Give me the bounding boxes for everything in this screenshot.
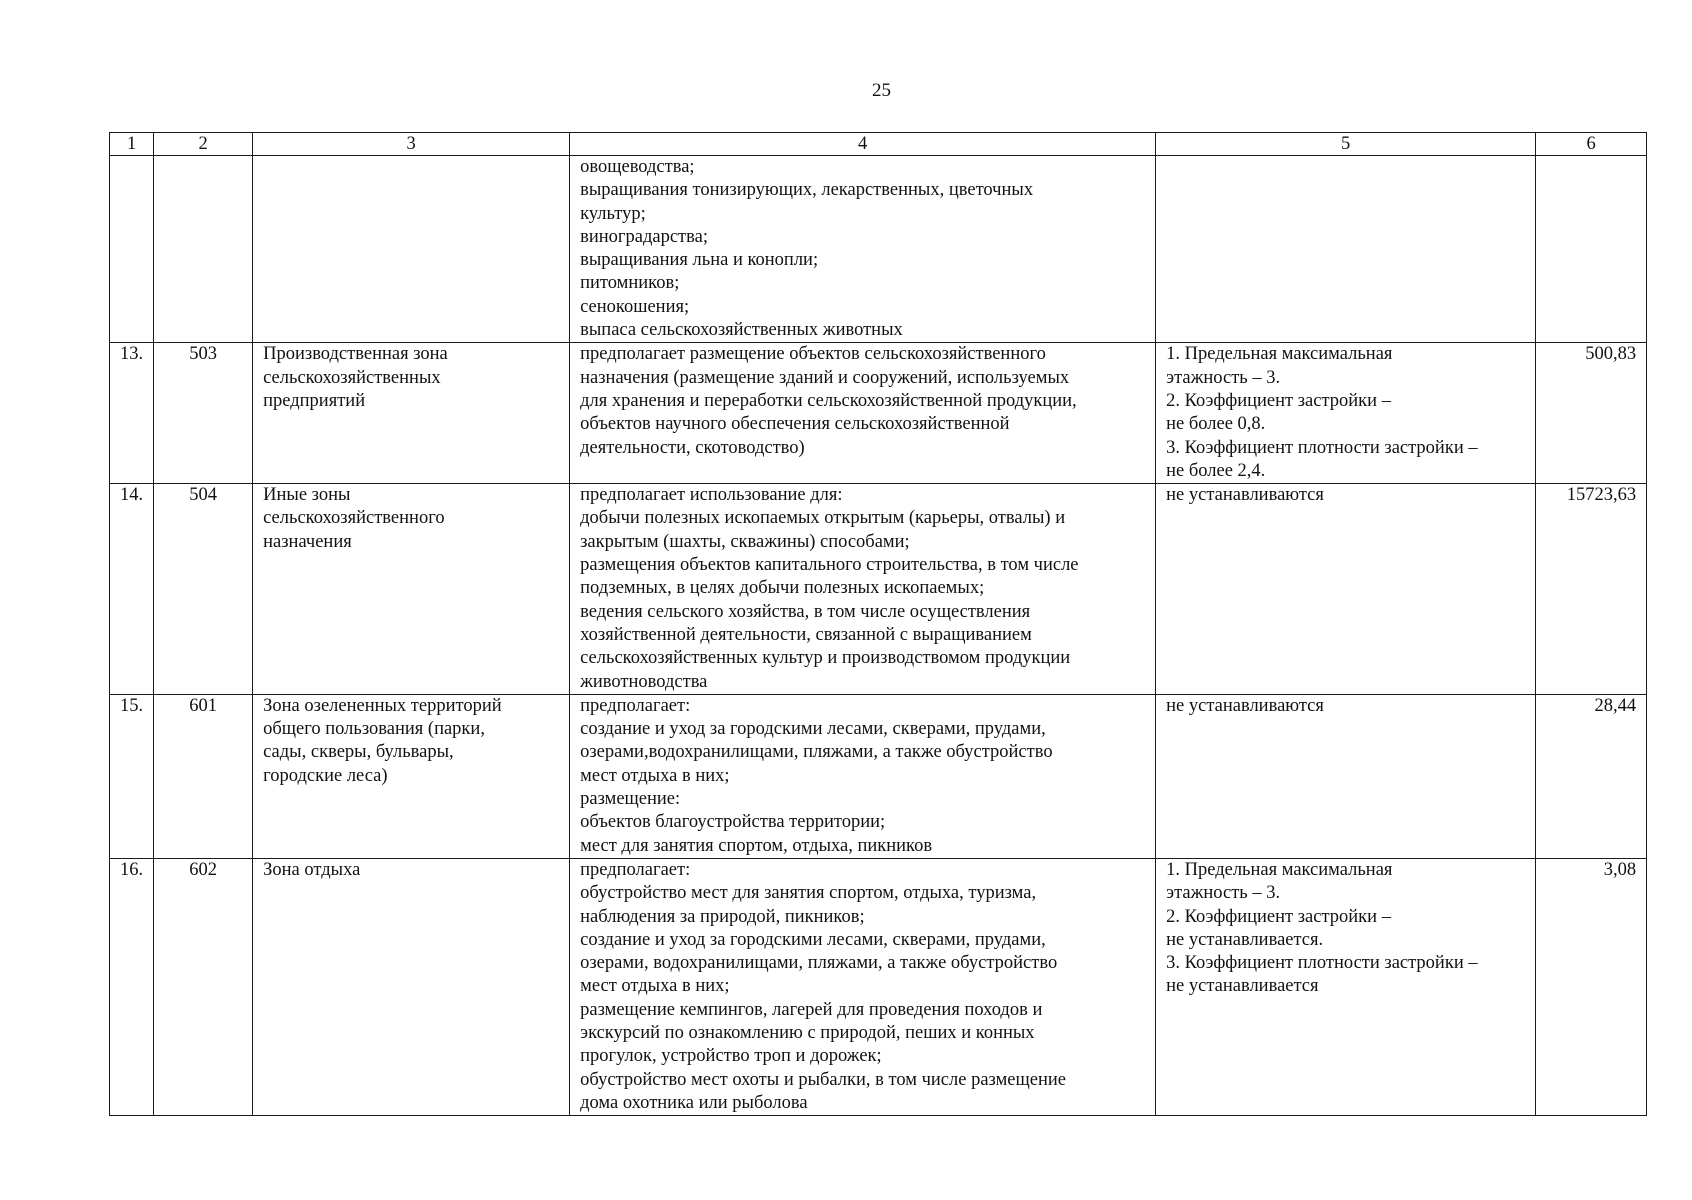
cell-line: овощеводства; bbox=[580, 157, 695, 177]
cell-line: не устанавливаются bbox=[1166, 485, 1324, 506]
cell-line: выращивания льна и конопли; bbox=[580, 250, 819, 271]
row-number-cell bbox=[110, 694, 154, 858]
cell-line: предполагает размещение объектов сельскохозяйственного bbox=[580, 344, 1046, 365]
column-header: 3 bbox=[253, 133, 570, 156]
cell-line: обустройство мест для занятия спортом, отдыха, туризма, bbox=[580, 883, 1037, 904]
cell-line: для хранения и переработки сельскохозяйственной продукции, bbox=[580, 390, 1077, 411]
cell-line: экскурсий по ознакомлению с природой, пеших и конных bbox=[580, 1022, 1035, 1043]
cell-text: 15723,63 bbox=[1566, 485, 1637, 506]
parameters-cell bbox=[1156, 484, 1536, 695]
zone-name-cell bbox=[253, 694, 570, 858]
cell-text: 602 bbox=[189, 859, 217, 880]
cell-line: Зона отдыха bbox=[263, 859, 361, 880]
cell-line: сельскохозяйственных культур и производствомом продукции bbox=[580, 648, 1071, 669]
zone-code-cell bbox=[154, 484, 253, 695]
cell-text: 3,08 bbox=[1603, 859, 1637, 880]
zone-code-cell bbox=[154, 694, 253, 858]
cell-line: закрытым (шахты, скважины) способами; bbox=[580, 531, 910, 552]
cell-line: мест отдыха в них; bbox=[580, 765, 730, 786]
cell-line: озерами, водохранилищами, пляжами, а также обустройство bbox=[580, 953, 1058, 974]
permitted-uses-cell bbox=[570, 343, 1156, 484]
cell-line: 2. Коэффициент застройки – bbox=[1166, 390, 1391, 411]
cell-line: ведения сельского хозяйства, в том числе осуществления bbox=[580, 601, 1031, 622]
cell-line: не устанавливается bbox=[1166, 976, 1319, 997]
cell-text: 16. bbox=[120, 859, 144, 880]
table-row bbox=[110, 156, 1647, 343]
cell-text: 503 bbox=[189, 344, 217, 365]
cell-line: городские леса) bbox=[263, 765, 388, 786]
parameters-cell bbox=[1156, 694, 1536, 858]
cell-line: объектов благоустройства территории; bbox=[580, 812, 886, 833]
cell-text: 500,83 bbox=[1585, 344, 1637, 365]
cell-line: озерами,водохранилищами, пляжами, а также обустройство bbox=[580, 742, 1053, 763]
cell-line: виноградарства; bbox=[580, 226, 708, 247]
zone-name-cell bbox=[253, 343, 570, 484]
column-header: 6 bbox=[1536, 133, 1647, 156]
cell-text: 15. bbox=[120, 695, 144, 716]
table-header-row bbox=[110, 133, 1647, 156]
cell-line: размещения объектов капитального строительства, в том числе bbox=[580, 555, 1079, 576]
cell-line: не устанавливается. bbox=[1166, 929, 1324, 950]
cell-line: назначения (размещение зданий и сооружений, используемых bbox=[580, 367, 1070, 388]
area-cell bbox=[1536, 156, 1647, 343]
cell-line: не более 0,8. bbox=[1166, 414, 1266, 435]
parameters-cell bbox=[1156, 156, 1536, 343]
cell-line: дома охотника или рыболова bbox=[580, 1092, 808, 1113]
page-number: 25 bbox=[872, 80, 891, 101]
table-row bbox=[110, 484, 1647, 695]
cell-line: создание и уход за городскими лесами, скверами, прудами, bbox=[580, 929, 1046, 950]
cell-line: предполагает: bbox=[580, 859, 691, 880]
cell-line: Зона озелененных территорий bbox=[263, 695, 502, 716]
cell-line: добычи полезных ископаемых открытым (карьеры, отвалы) и bbox=[580, 508, 1066, 529]
cell-line: Иные зоны bbox=[263, 485, 351, 506]
zone-code-cell bbox=[154, 858, 253, 1115]
cell-line: этажность – 3. bbox=[1166, 883, 1281, 904]
cell-line: мест для занятия спортом, отдыха, пикников bbox=[580, 835, 933, 856]
cell-line: подземных, в целях добычи полезных ископаемых; bbox=[580, 578, 985, 599]
cell-line: мест отдыха в них; bbox=[580, 976, 730, 997]
area-cell bbox=[1536, 858, 1647, 1115]
cell-text: 13. bbox=[120, 344, 144, 365]
cell-line: деятельности, скотоводство) bbox=[580, 437, 805, 458]
permitted-uses-cell bbox=[570, 694, 1156, 858]
column-header: 4 bbox=[570, 133, 1156, 156]
cell-text: 14. bbox=[120, 485, 144, 506]
zone-name-cell bbox=[253, 484, 570, 695]
parameters-cell bbox=[1156, 858, 1536, 1115]
cell-line: объектов научного обеспечения сельскохозяйственной bbox=[580, 414, 1010, 435]
zone-name-cell bbox=[253, 156, 570, 343]
cell-line: сады, скверы, бульвары, bbox=[263, 742, 454, 763]
permitted-uses-cell bbox=[570, 156, 1156, 343]
cell-line: обустройство мест охоты и рыбалки, в том числе размещение bbox=[580, 1069, 1066, 1090]
cell-line: культур; bbox=[580, 203, 646, 224]
parameters-cell bbox=[1156, 343, 1536, 484]
zoning-table bbox=[109, 132, 1647, 1116]
permitted-uses-cell bbox=[570, 484, 1156, 695]
cell-line: предприятий bbox=[263, 390, 366, 411]
cell-line: хозяйственной деятельности, связанной с выращиванием bbox=[580, 624, 1032, 645]
permitted-uses-cell bbox=[570, 858, 1156, 1115]
zone-code-cell bbox=[154, 343, 253, 484]
cell-line: животноводства bbox=[580, 671, 708, 692]
area-cell bbox=[1536, 694, 1647, 858]
cell-line: этажность – 3. bbox=[1166, 367, 1281, 388]
cell-line: размещение: bbox=[580, 789, 681, 810]
cell-line: 1. Предельная максимальная bbox=[1166, 859, 1393, 880]
table-body bbox=[110, 156, 1647, 1116]
row-number-cell bbox=[110, 343, 154, 484]
area-cell bbox=[1536, 343, 1647, 484]
cell-line: 3. Коэффициент плотности застройки – bbox=[1166, 953, 1478, 974]
zone-code-cell bbox=[154, 156, 253, 343]
column-header: 1 bbox=[110, 133, 154, 156]
cell-line: размещение кемпингов, лагерей для проведения походов и bbox=[580, 999, 1043, 1020]
cell-line: 1. Предельная максимальная bbox=[1166, 344, 1393, 365]
column-header: 2 bbox=[154, 133, 253, 156]
cell-line: не устанавливаются bbox=[1166, 695, 1324, 716]
cell-text: 504 bbox=[189, 485, 217, 506]
table-row bbox=[110, 694, 1647, 858]
cell-line: питомников; bbox=[580, 273, 680, 294]
cell-line: 3. Коэффициент плотности застройки – bbox=[1166, 437, 1478, 458]
cell-line: предполагает использование для: bbox=[580, 485, 843, 506]
cell-line: не более 2,4. bbox=[1166, 460, 1266, 481]
cell-line: сельскохозяйственного bbox=[263, 508, 445, 529]
cell-line: наблюдения за природой, пикников; bbox=[580, 906, 865, 927]
cell-line: прогулок, устройство троп и дорожек; bbox=[580, 1046, 882, 1067]
cell-line: сельскохозяйственных bbox=[263, 367, 441, 388]
row-number-cell bbox=[110, 484, 154, 695]
cell-line: выпаса сельскохозяйственных животных bbox=[580, 320, 903, 341]
zone-name-cell bbox=[253, 858, 570, 1115]
cell-line: сенокошения; bbox=[580, 296, 690, 317]
column-header: 5 bbox=[1156, 133, 1536, 156]
table-row bbox=[110, 858, 1647, 1115]
row-number-cell bbox=[110, 156, 154, 343]
cell-line: 2. Коэффициент застройки – bbox=[1166, 906, 1391, 927]
cell-line: выращивания тонизирующих, лекарственных, цветочных bbox=[580, 180, 1034, 201]
cell-line: предполагает: bbox=[580, 695, 691, 716]
cell-line: общего пользования (парки, bbox=[263, 719, 485, 740]
cell-line: назначения bbox=[263, 531, 352, 552]
cell-line: создание и уход за городскими лесами, скверами, прудами, bbox=[580, 719, 1046, 740]
cell-text: 601 bbox=[189, 695, 217, 716]
cell-line: Производственная зона bbox=[263, 344, 448, 365]
row-number-cell bbox=[110, 858, 154, 1115]
area-cell bbox=[1536, 484, 1647, 695]
table-row bbox=[110, 343, 1647, 484]
cell-text: 28,44 bbox=[1594, 695, 1637, 716]
